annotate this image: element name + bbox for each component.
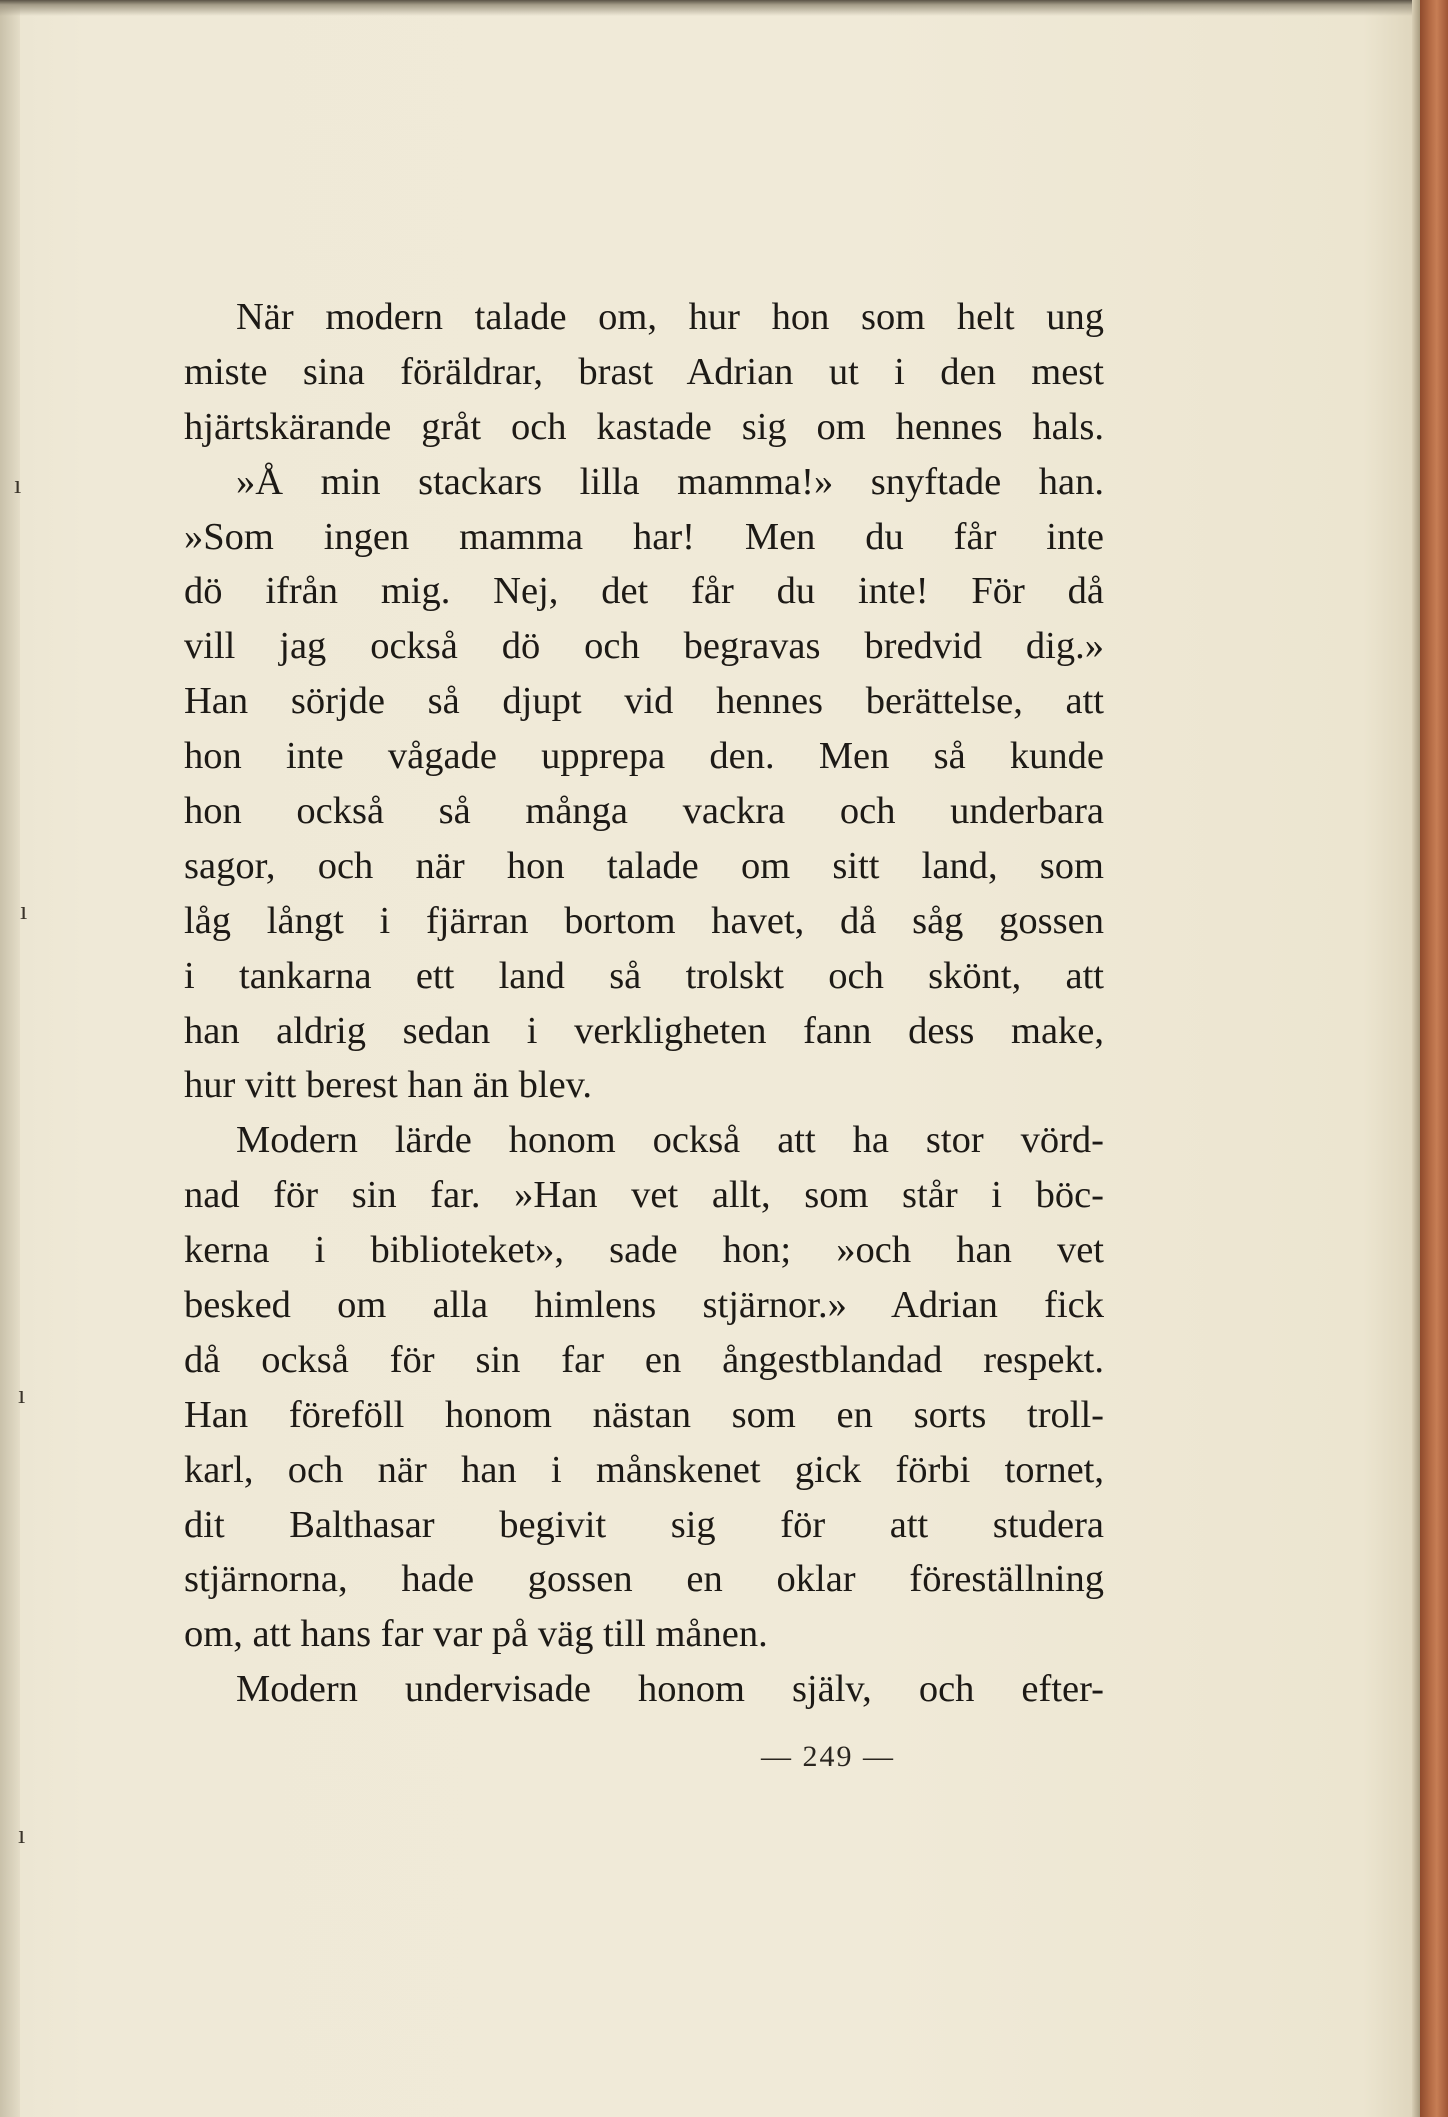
text-line: hur vitt berest han än blev. xyxy=(184,1064,593,1107)
text-line: kerna i biblioteket», sade hon; »och han vet xyxy=(184,1229,1104,1272)
margin-mark: ı xyxy=(18,1820,26,1849)
book-cover-edge xyxy=(1420,0,1448,2117)
text-line: han aldrig sedan i verkligheten fann dess make, xyxy=(184,1009,1104,1052)
page-top-shadow xyxy=(0,0,1420,16)
margin-mark: ı xyxy=(14,470,22,499)
text-line: vill jag också dö och begravas bredvid dig.» xyxy=(184,625,1104,668)
text-line: hjärtskärande gråt och kastade sig om hennes hals. xyxy=(184,405,1104,448)
text-line: dit Balthasar begivit sig för att studera xyxy=(184,1503,1104,1546)
text-line: stjärnorna, hade gossen en oklar föreställning xyxy=(184,1558,1104,1601)
text-line: Han sörjde så djupt vid hennes berättelse, att xyxy=(184,680,1104,723)
text-line: då också för sin far en ångestblandad respekt. xyxy=(184,1338,1104,1381)
text-line: »Å min stackars lilla mamma!» snyftade han. xyxy=(236,460,1104,503)
text-line: nad för sin far. »Han vet allt, som står i böc- xyxy=(184,1174,1104,1217)
text-line: »Som ingen mamma har! Men du får inte xyxy=(184,515,1104,558)
body-text xyxy=(184,290,1104,1717)
page-left-edge xyxy=(0,0,20,2117)
text-line: Modern lärde honom också att ha stor vörd- xyxy=(236,1119,1104,1162)
text-line: sagor, och när hon talade om sitt land, som xyxy=(184,844,1104,887)
text-line: i tankarna ett land så trolskt och skönt, att xyxy=(184,954,1104,997)
text-line: hon också så många vackra och underbara xyxy=(184,790,1104,833)
text-line: miste sina föräldrar, brast Adrian ut i den mest xyxy=(184,350,1104,393)
page-number-container xyxy=(0,1740,1420,1774)
text-line: dö ifrån mig. Nej, det får du inte! För då xyxy=(184,570,1104,613)
page-right-edge xyxy=(1412,0,1420,2117)
text-line: karl, och när han i månskenet gick förbi tornet, xyxy=(184,1448,1104,1491)
text-line: hon inte vågade upprepa den. Men så kunde xyxy=(184,735,1104,778)
margin-mark: ı xyxy=(18,1380,26,1409)
text-line: om, att hans far var på väg till månen. xyxy=(184,1613,768,1656)
text-line: Modern undervisade honom själv, och efter- xyxy=(236,1668,1104,1711)
text-line: Han föreföll honom nästan som en sorts troll- xyxy=(184,1393,1104,1436)
text-line: När modern talade om, hur hon som helt ung xyxy=(236,296,1104,338)
margin-mark: ı xyxy=(20,896,28,925)
text-line: besked om alla himlens stjärnor.» Adrian fick xyxy=(184,1284,1104,1327)
page-number: — 249 — xyxy=(761,1740,895,1773)
text-line: låg långt i fjärran bortom havet, då såg gossen xyxy=(184,899,1104,942)
